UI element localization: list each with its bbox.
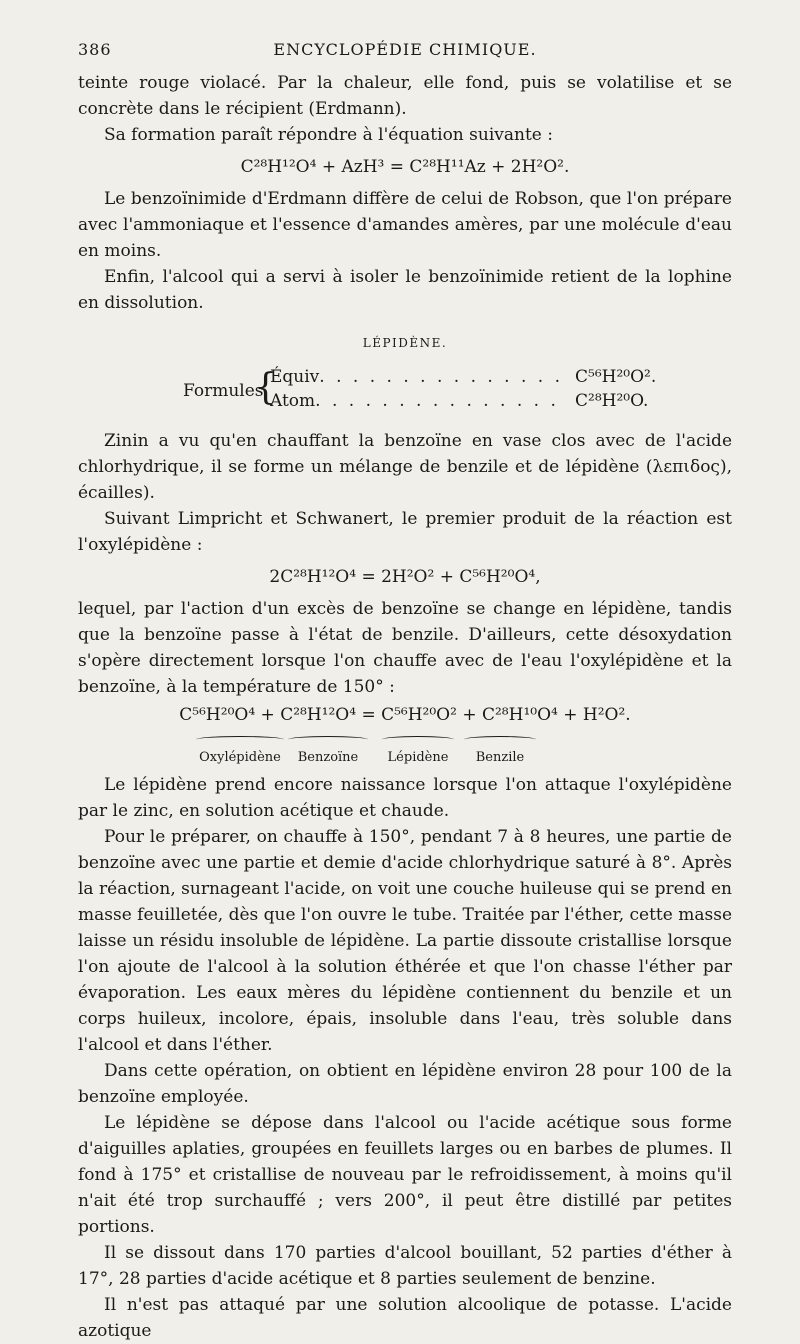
compound-label: Oxylépidène bbox=[196, 736, 284, 771]
paragraph: Le lépidène se dépose dans l'alcool ou l'acide acétique sous forme d'aiguilles aplaties, groupées en feuillets larges ou en barbes de plumes. Il fond à 175° et cristallise de nouveau par le refroidissement, à moins qu'il n'ait été trop surchauffé ; vers 200°, il peut être distillé par petites portions. bbox=[78, 1113, 732, 1237]
equation: 2C²⁸H¹²O⁴ = 2H²O² + C⁵⁶H²⁰O⁴, bbox=[269, 567, 541, 587]
running-head bbox=[78, 40, 732, 64]
compound-label: Benzoïne bbox=[288, 736, 368, 771]
paragraph: Dans cette opération, on obtient en lépidène environ 28 pour 100 de la benzoïne employée. bbox=[78, 1061, 732, 1107]
page-body bbox=[78, 70, 732, 1344]
formula-equiv-value: C⁵⁶H²⁰O². bbox=[575, 367, 657, 387]
paragraph: Il se dissout dans 170 parties d'alcool bouillant, 52 parties d'éther à 17°, 28 parties d'acide acétique et 8 parties seulement de benzine. bbox=[78, 1243, 732, 1289]
compound-label: Lépidène bbox=[382, 736, 454, 771]
paragraph: Il n'est pas attaqué par une solution alcoolique de potasse. L'acide azotique bbox=[78, 1295, 732, 1341]
equation: C²⁸H¹²O⁴ + AzH³ = C²⁸H¹¹Az + 2H²O². bbox=[240, 157, 570, 177]
formulas-label: Formules bbox=[183, 381, 264, 401]
formula-atom-label: Atom bbox=[270, 391, 316, 411]
brace-icon: { bbox=[254, 367, 277, 408]
formula-block bbox=[78, 362, 732, 418]
equation: C⁵⁶H²⁰O⁴ + C²⁸H¹²O⁴ = C⁵⁶H²⁰O² + C²⁸H¹⁰O⁴ + H²O². bbox=[179, 705, 631, 725]
paragraph: Zinin a vu qu'en chauffant la benzoïne en vase clos avec de l'acide chlorhydrique, il se forme un mélange de benzile et de lépidène (λεπιδος), écailles). bbox=[78, 431, 732, 503]
bracket-icon bbox=[382, 736, 454, 743]
paragraph: Sa formation paraît répondre à l'équation suivante : bbox=[104, 125, 553, 145]
formula-atom-value: C²⁸H²⁰O. bbox=[575, 391, 649, 411]
paragraph: Enfin, l'alcool qui a servi à isoler le benzoïnimide retient de la lophine en dissolution. bbox=[78, 267, 732, 313]
compound-label: Benzile bbox=[464, 736, 536, 771]
paragraph: Le lépidène prend encore naissance lorsque l'on attaque l'oxylépidène par le zinc, en solution acétique et chaude. bbox=[78, 775, 732, 821]
paragraph: Suivant Limpricht et Schwanert, le premier produit de la réaction est l'oxylépidène : bbox=[78, 509, 732, 555]
paragraph: teinte rouge violacé. Par la chaleur, elle fond, puis se volatilise et se concrète dans le récipient (Erdmann). bbox=[78, 73, 732, 119]
leader-dots: . . . . . . . . . . . . . . . bbox=[315, 391, 559, 411]
paragraph: lequel, par l'action d'un excès de benzoïne se change en lépidène, tandis que la benzoïne passe à l'état de benzile. D'ailleurs, cette désoxydation s'opère directement lorsque l'on chauffe avec de l'eau l'oxylépidène et la benzoïne, à la température de 150° : bbox=[78, 599, 732, 697]
bracket-icon bbox=[464, 736, 536, 743]
formula-equiv-label: Équiv bbox=[270, 367, 320, 387]
paragraph: Le benzoïnimide d'Erdmann diffère de celui de Robson, que l'on prépare avec l'ammoniaque et l'essence d'amandes amères, par une molécule d'eau en moins. bbox=[78, 189, 732, 261]
bracket-icon bbox=[196, 736, 284, 743]
paragraph: Pour le préparer, on chauffe à 150°, pendant 7 à 8 heures, une partie de benzoïne avec une partie et demie d'acide chlorhydrique saturé à 8°. Après la réaction, surnageant l'acide, on voit une couche huileuse qui se prend en masse feuilletée, dès que l'on ouvre le tube. Traitée par l'éther, cette masse laisse un résidu insoluble de lépidène. La partie dissoute cristallise lorsque l'on ajoute de l'alcool à la solution éthérée et que l'on chasse l'éther par évaporation. Les eaux mères du lépidène contiennent du benzile et un corps huileux, incolore, épais, insoluble dans l'eau, très soluble dans l'alcool et dans l'éther. bbox=[78, 827, 732, 1055]
formula-atom-row bbox=[270, 388, 690, 414]
leader-dots: . . . . . . . . . . . . . . . bbox=[319, 367, 564, 387]
page-number: 386 bbox=[78, 40, 112, 59]
section-title: LÉPIDÈNE. bbox=[362, 336, 448, 350]
running-title: ENCYCLOPÉDIE CHIMIQUE. bbox=[273, 40, 537, 59]
bracket-icon bbox=[288, 736, 368, 743]
formula-equiv-row bbox=[270, 364, 690, 390]
reaction-equation bbox=[78, 702, 732, 765]
